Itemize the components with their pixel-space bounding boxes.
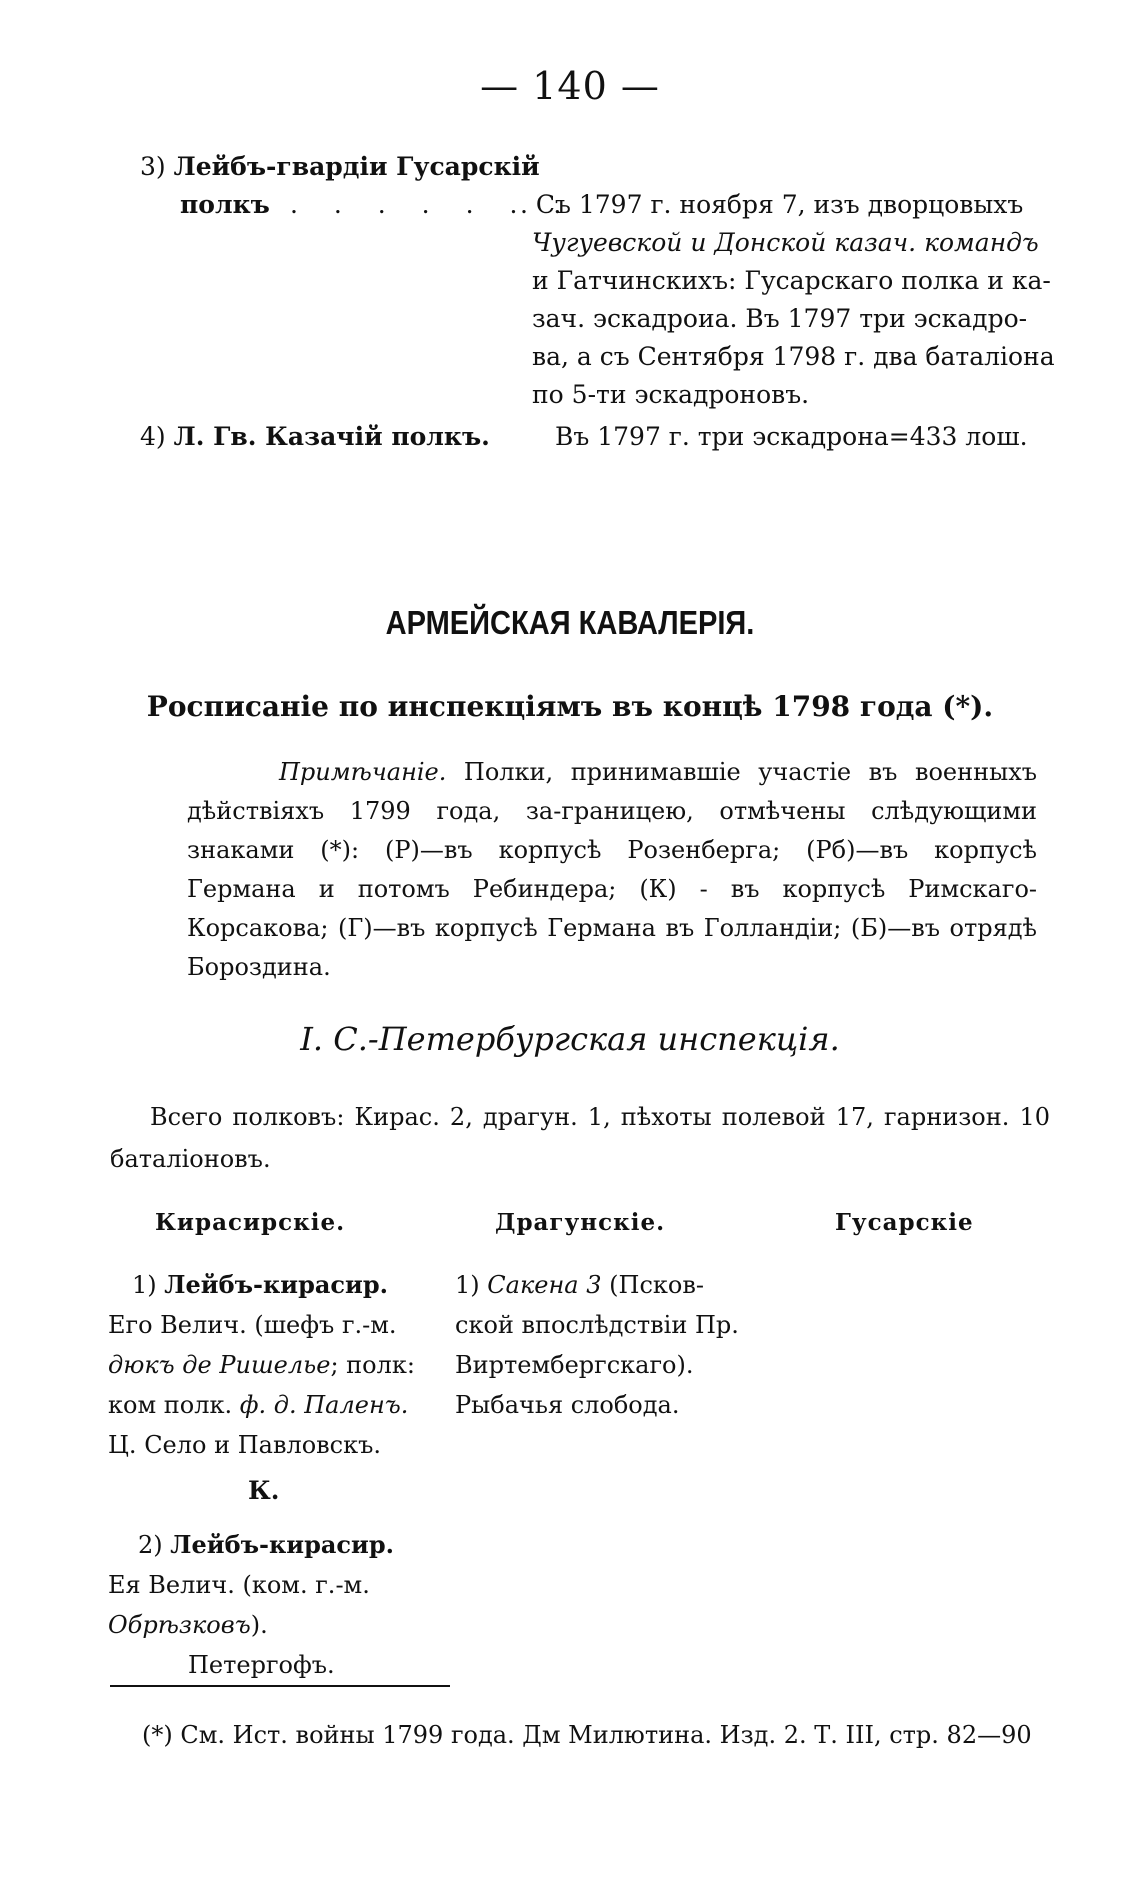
entry-number: 3) (140, 152, 166, 181)
footnote: (*) См. Ист. войны 1799 года. Дм Милютина. Изд. 2. Т. III, стр. 82—90 (142, 1721, 1032, 1749)
entry-text: ). (250, 1611, 268, 1639)
entry-number: 1) (132, 1271, 157, 1299)
entry-line: Его Велич. (шефъ г.-м. (108, 1311, 397, 1339)
entry-line (108, 1345, 418, 1385)
location: Рыбачья слобода. (455, 1391, 680, 1419)
entry-line (108, 1605, 418, 1645)
regiment-name: Лейбъ-гвардіи Гусарскій (173, 152, 540, 181)
regiment-name-cont: полкъ (180, 190, 270, 219)
regiment-desc-line: Чугуевской и Донской казач. командъ (532, 228, 1039, 257)
commander-name: Обрѣзковъ (108, 1611, 251, 1639)
regiment-name: Л. Гв. Казачій полкъ. (173, 422, 490, 451)
entry-line: Виртембергскаго). (455, 1351, 694, 1379)
regiment-desc-line: по 5-ти эскадроновъ. (532, 380, 810, 409)
guard-entry-4 (140, 418, 490, 456)
entry-number: 4) (140, 422, 166, 451)
entry-text: (Псков- (609, 1271, 704, 1299)
entry-line: ской впослѣдствіи Пр. (455, 1311, 739, 1339)
regiment-name: Сакена 3 (487, 1271, 602, 1299)
commander-name: дюкъ де Ришелье (108, 1351, 331, 1379)
commander-name: ф. д. Паленъ. (239, 1391, 409, 1419)
section-heading: АРМЕЙСКАЯ КАВАЛЕРІЯ. (385, 604, 755, 641)
note-text: Полки, принимавшіе участіе въ военныхъ дѣйствіяхъ 1799 года, за-границею, отмѣчены слѣдующими знаками (*): (Р)—въ корпусѣ Розенберга; (Рб)—въ корпусѣ Германа и потомъ Ребиндера; (К) - въ корпусѣ Римскаго-Корсакова; (Г)—въ корпусѣ Германа въ Голландіи; (Б)—въ отрядѣ Бороздина. (187, 758, 1038, 981)
column-heading-dragoon: Драгунскіе. (495, 1209, 666, 1236)
note-label: Примѣчаніе. (279, 758, 447, 786)
entry-line (108, 1385, 418, 1425)
cuirassier-entry (108, 1265, 418, 1465)
cuirassier-entry (108, 1525, 418, 1685)
entry-number: 1) (455, 1271, 480, 1299)
schedule-subheading: Росписаніе по инспекціямъ въ концѣ 1798 года (*). (146, 690, 994, 723)
entry-line: Ея Велич. (ком. г.-м. (108, 1571, 370, 1599)
regiment-desc-line: . Съ 1797 г. ноября 7, изъ дворцовыхъ (520, 190, 1024, 219)
column-heading-hussar: Гусарскіе (835, 1209, 974, 1236)
page-number: — 140 — (480, 64, 660, 108)
entry-text: ком полк. (108, 1391, 233, 1419)
regiment-desc-line: зач. эскадроиа. Въ 1797 три эскадро- (532, 304, 1028, 333)
regiment-name: Лейбъ-кирасир. (164, 1270, 388, 1299)
regiment-desc-line: и Гатчинскихъ: Гусарскаго полка и ка- (532, 266, 1051, 295)
entry-number: 2) (138, 1531, 163, 1559)
guard-entry-3 (140, 148, 540, 186)
location: Петергофъ. (188, 1651, 335, 1679)
leader-dots: . . . . . . . (290, 190, 576, 219)
dragoon-entry (455, 1265, 755, 1425)
location: Ц. Село и Павловскъ. (108, 1431, 381, 1459)
regiment-desc-line: ва, а съ Сентября 1798 г. два баталіона (532, 342, 1055, 371)
column-heading-cuirassier: Кирасирскіе. (155, 1209, 346, 1236)
regiment-name: Лейбъ-кирасир. (170, 1530, 394, 1559)
inspection-title-text: I. С.-Петербургская инспекція. (300, 1020, 840, 1058)
regiment-desc-line: Въ 1797 г. три эскадрона=433 лош. (555, 422, 1028, 451)
footnote-rule (110, 1685, 450, 1687)
totals-paragraph: Всего полковъ: Кирас. 2, драгун. 1, пѣхоты полевой 17, гарнизон. 10 баталіоновъ. (110, 1103, 1050, 1173)
campaign-mark: К. (248, 1476, 280, 1505)
entry-text: ; полк: (330, 1351, 415, 1379)
inspection-title (0, 1020, 1140, 1058)
note-paragraph (187, 753, 1037, 987)
